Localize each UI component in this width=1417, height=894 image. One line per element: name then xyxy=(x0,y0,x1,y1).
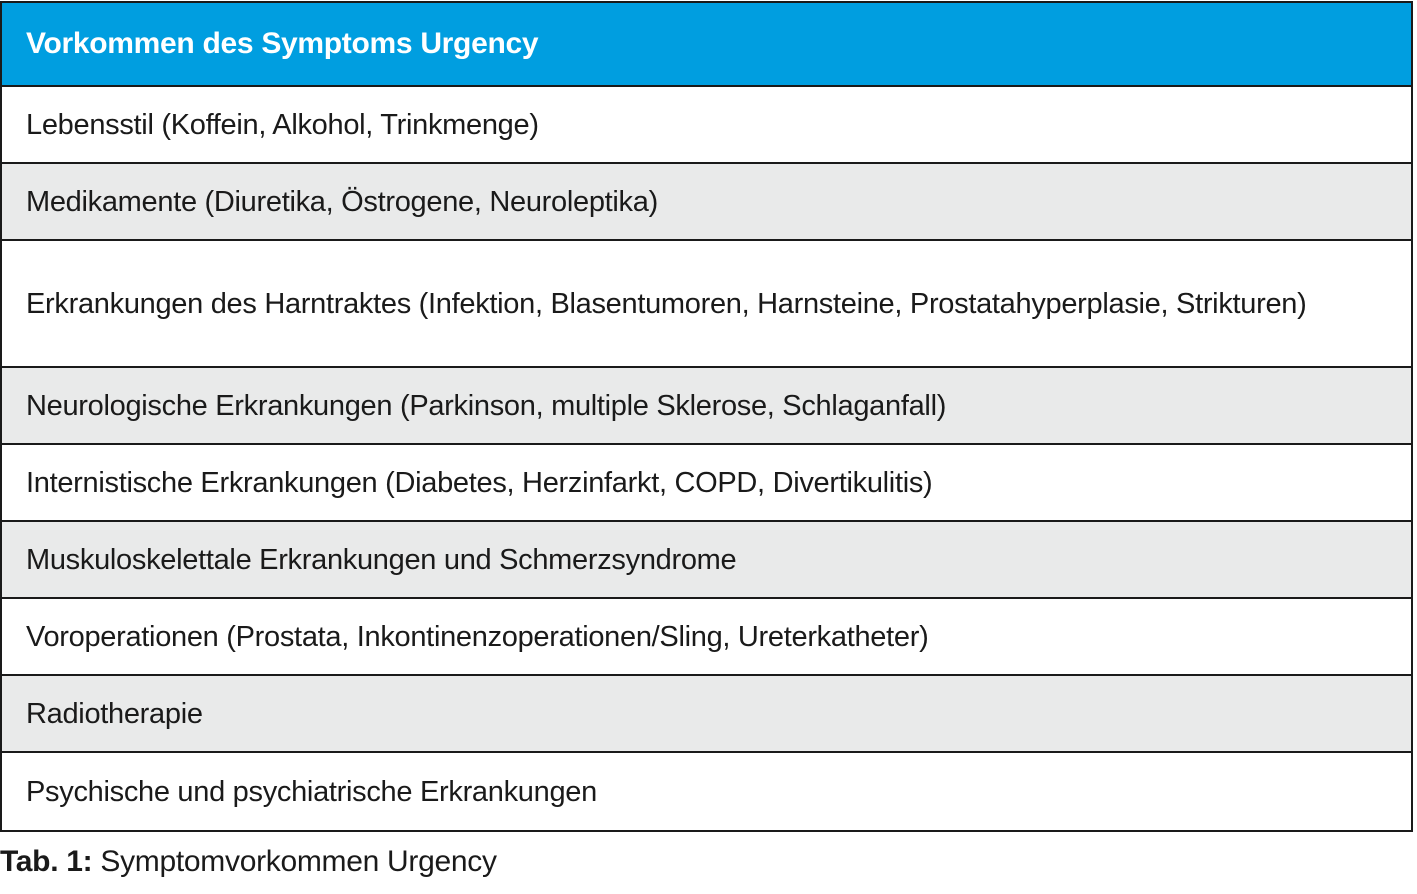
caption-label: Tab. 1: xyxy=(0,845,93,878)
table-row: Voroperationen (Prostata, Inkontinenzoperationen/Sling, Ureterkatheter) xyxy=(2,599,1411,676)
table-row: Radiotherapie xyxy=(2,676,1411,753)
urgency-table xyxy=(0,1,1413,832)
table-row: Muskuloskelettale Erkrankungen und Schmerzsyndrome xyxy=(2,522,1411,599)
table-row: Internistische Erkrankungen (Diabetes, Herzinfarkt, COPD, Divertikulitis) xyxy=(2,445,1411,522)
table-row: Erkrankungen des Harntraktes (Infektion, Blasentumoren, Harnsteine, Prostatahyperplasie, Strikturen) xyxy=(2,241,1411,368)
table-row: Medikamente (Diuretika, Östrogene, Neuroleptika) xyxy=(2,164,1411,241)
table-row: Neurologische Erkrankungen (Parkinson, multiple Sklerose, Schlaganfall) xyxy=(2,368,1411,445)
table-row: Lebensstil (Koffein, Alkohol, Trinkmenge) xyxy=(2,87,1411,164)
table-header: Vorkommen des Symptoms Urgency xyxy=(2,3,1411,87)
table-caption xyxy=(0,845,497,879)
caption-text: Symptomvorkommen Urgency xyxy=(92,845,497,878)
table-row: Psychische und psychiatrische Erkrankungen xyxy=(26,775,597,808)
